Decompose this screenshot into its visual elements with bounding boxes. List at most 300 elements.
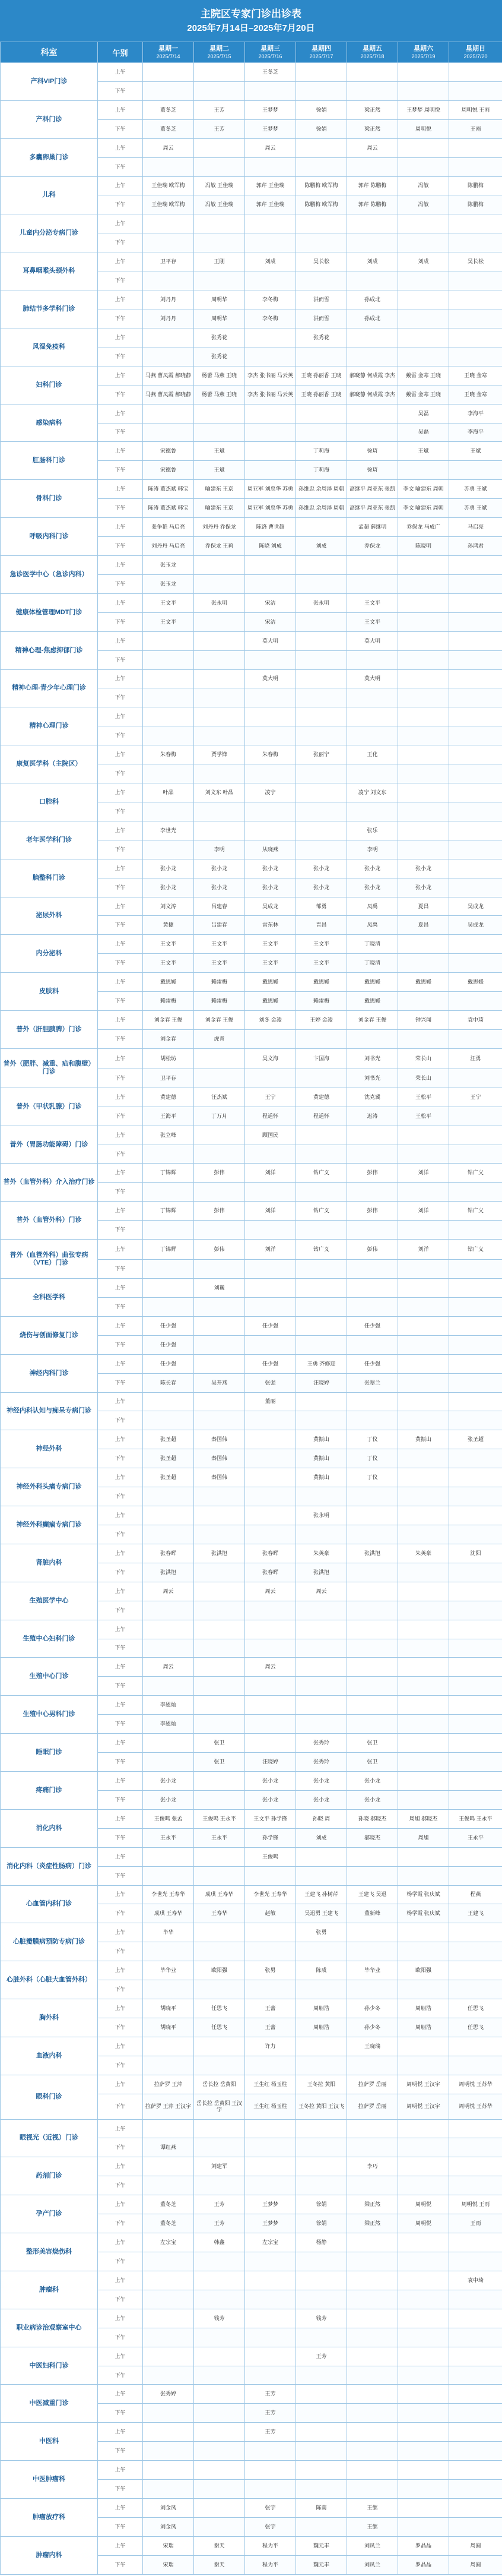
doctor-cell <box>398 593 449 612</box>
department-name: 心血管内科门诊 <box>1 1885 98 1923</box>
doctor-cell <box>245 2138 296 2157</box>
session-label: 下午 <box>98 2214 143 2233</box>
doctor-cell: 孙少冬 <box>347 1999 398 2018</box>
doctor-cell <box>398 233 449 252</box>
doctor-cell <box>143 2309 194 2328</box>
session-label: 下午 <box>98 650 143 669</box>
session-label: 上午 <box>98 2233 143 2252</box>
doctor-cell <box>449 1392 502 1411</box>
doctor-cell: 张永明 <box>194 593 245 612</box>
doctor-cell: 陈涛 董杰斌 韩宝 <box>143 499 194 518</box>
doctor-cell: 李海平 <box>449 404 502 423</box>
doctor-cell <box>296 2442 347 2461</box>
doctor-cell <box>449 1639 502 1658</box>
doctor-cell: 马启亮 <box>449 518 502 537</box>
doctor-cell: 夏昌 <box>398 916 449 935</box>
session-label: 下午 <box>98 2442 143 2461</box>
doctor-cell: 王文平 <box>143 612 194 631</box>
doctor-cell: 岳长拉 岳黄阳 王汉宇 <box>194 2094 245 2119</box>
doctor-cell <box>449 1126 502 1145</box>
session-label: 下午 <box>98 2404 143 2423</box>
table-row <box>1 1088 502 1107</box>
doctor-cell <box>296 1696 347 1715</box>
doctor-cell: 杨蕾 马燕 王晓 <box>194 366 245 385</box>
session-label: 上午 <box>98 1544 143 1563</box>
doctor-cell: 李世光 王寿华 <box>245 1885 296 1904</box>
doctor-cell: 钻广义 <box>296 1202 347 1221</box>
doctor-cell <box>194 1696 245 1715</box>
doctor-cell: 任思飞 <box>449 2018 502 2037</box>
doctor-cell: 任思飞 <box>449 1999 502 2018</box>
session-label: 下午 <box>98 1601 143 1620</box>
doctor-cell: 郝晓静 何成霞 李杰 <box>347 366 398 385</box>
doctor-cell <box>194 688 245 707</box>
session-label: 下午 <box>98 802 143 821</box>
doctor-cell: 吕建春 <box>194 916 245 935</box>
doctor-cell <box>296 631 347 650</box>
doctor-cell <box>449 1411 502 1430</box>
doctor-cell <box>194 1980 245 1999</box>
doctor-cell <box>194 1601 245 1620</box>
doctor-cell: 任少强 <box>347 1316 398 1335</box>
doctor-cell: 张小龙 <box>296 859 347 878</box>
doctor-cell: 岳长拉 岳黄阳 <box>194 2075 245 2094</box>
doctor-cell: 周圆 <box>449 2536 502 2555</box>
department-name: 风湿免疫科 <box>1 328 98 366</box>
doctor-cell <box>398 1126 449 1145</box>
doctor-cell: 魏元丰 <box>296 2555 347 2574</box>
doctor-cell: 周圆 <box>449 2555 502 2574</box>
doctor-cell <box>398 2233 449 2252</box>
doctor-cell: 张永明 <box>296 593 347 612</box>
doctor-cell <box>245 1639 296 1658</box>
session-label: 下午 <box>98 2366 143 2385</box>
doctor-cell: 任少强 <box>143 1335 194 1354</box>
doctor-cell <box>245 347 296 366</box>
doctor-cell <box>449 1297 502 1316</box>
doctor-cell <box>296 2157 347 2176</box>
session-label: 下午 <box>98 764 143 783</box>
table-row <box>1 783 502 802</box>
doctor-cell <box>449 233 502 252</box>
weekday-label: 星期三 <box>260 45 280 52</box>
doctor-cell <box>245 2290 296 2309</box>
doctor-cell <box>245 2271 296 2290</box>
doctor-cell <box>398 2328 449 2347</box>
department-name: 生殖中心妇科门诊 <box>1 1620 98 1658</box>
doctor-cell <box>245 2461 296 2480</box>
doctor-cell: 周云 <box>245 1658 296 1677</box>
doctor-cell <box>449 802 502 821</box>
doctor-cell <box>245 328 296 347</box>
doctor-cell: 毕华业 <box>347 1961 398 1980</box>
session-label: 下午 <box>98 726 143 745</box>
doctor-cell: 虎青 <box>194 1030 245 1049</box>
doctor-cell <box>194 1847 245 1866</box>
doctor-cell <box>194 1525 245 1544</box>
doctor-cell <box>398 1468 449 1487</box>
doctor-cell <box>347 1582 398 1601</box>
doctor-cell: 钻广义 <box>449 1202 502 1221</box>
doctor-cell: 冯敏 王佳瑞 <box>194 195 245 214</box>
doctor-cell <box>398 1677 449 1696</box>
doctor-cell <box>449 992 502 1011</box>
doctor-cell: 王梦梦 <box>245 2214 296 2233</box>
doctor-cell <box>347 1145 398 1164</box>
doctor-cell <box>143 2461 194 2480</box>
doctor-cell <box>143 1221 194 1240</box>
doctor-cell <box>194 2499 245 2518</box>
doctor-cell <box>398 1487 449 1506</box>
table-row <box>1 1734 502 1753</box>
doctor-cell <box>194 138 245 157</box>
doctor-cell <box>194 1771 245 1790</box>
doctor-cell: 李恩灿 <box>143 1715 194 1734</box>
doctor-cell: 从晓燕 <box>245 840 296 859</box>
doctor-cell: 刘书光 <box>347 1048 398 1069</box>
doctor-cell: 彭伟 <box>347 1164 398 1183</box>
session-label: 下午 <box>98 1677 143 1696</box>
doctor-cell: 丁锦辉 <box>143 1202 194 1221</box>
doctor-cell: 王斌 <box>194 442 245 461</box>
department-name: 儿童内分泌专病门诊 <box>1 214 98 252</box>
doctor-cell <box>194 726 245 745</box>
doctor-cell: 张小龙 <box>398 878 449 897</box>
doctor-cell <box>194 233 245 252</box>
session-label: 下午 <box>98 2480 143 2499</box>
session-label: 下午 <box>98 1563 143 1582</box>
doctor-cell <box>194 1582 245 1601</box>
doctor-cell <box>245 2442 296 2461</box>
doctor-cell <box>245 802 296 821</box>
doctor-cell: 张卫 <box>194 1734 245 1753</box>
doctor-cell <box>143 63 194 82</box>
department-name: 眼视光（近视）门诊 <box>1 2119 98 2157</box>
table-row <box>1 480 502 499</box>
doctor-cell: 董冬芝 <box>143 2195 194 2214</box>
date-label: 2025/7/19 <box>411 53 436 59</box>
doctor-cell: 陈成 <box>296 1961 347 1980</box>
doctor-cell <box>449 309 502 328</box>
table-row <box>1 1048 502 1069</box>
table-row <box>1 328 502 347</box>
doctor-cell <box>449 1260 502 1279</box>
doctor-cell: 陈南 <box>296 2499 347 2518</box>
doctor-cell <box>194 1942 245 1961</box>
doctor-cell <box>245 271 296 290</box>
doctor-cell: 丁锦辉 <box>143 1164 194 1183</box>
doctor-cell: 张勇 <box>296 1923 347 1942</box>
table-row <box>1 707 502 726</box>
doctor-cell <box>398 1696 449 1715</box>
session-label: 上午 <box>98 593 143 612</box>
doctor-cell <box>194 669 245 688</box>
doctor-cell: 张小龙 <box>347 878 398 897</box>
doctor-cell <box>143 2404 194 2423</box>
doctor-cell: 卞国海 <box>296 1048 347 1069</box>
department-name: 产科门诊 <box>1 100 98 138</box>
doctor-cell <box>245 1487 296 1506</box>
session-label: 下午 <box>98 840 143 859</box>
session-label: 下午 <box>98 878 143 897</box>
doctor-cell: 周明华 <box>194 309 245 328</box>
doctor-cell: 王斌 <box>449 442 502 461</box>
department-name: 肛肠科门诊 <box>1 442 98 480</box>
doctor-cell <box>296 2271 347 2290</box>
session-label: 上午 <box>98 1240 143 1260</box>
session-label: 下午 <box>98 347 143 366</box>
doctor-cell: 杨学霞 张庆斌 <box>398 1904 449 1923</box>
doctor-cell <box>449 650 502 669</box>
doctor-cell: 冯敏 王佳瑞 <box>194 176 245 195</box>
doctor-cell: 张秀花 <box>296 328 347 347</box>
doctor-cell <box>296 2423 347 2442</box>
schedule-table <box>0 42 502 2575</box>
table-header <box>1 42 502 63</box>
table-row <box>1 2499 502 2518</box>
header-day-4 <box>296 42 347 63</box>
doctor-cell <box>347 1980 398 1999</box>
doctor-cell <box>398 1354 449 1373</box>
doctor-cell <box>194 2119 245 2138</box>
doctor-cell <box>194 2423 245 2442</box>
doctor-cell: 张卫 <box>194 1753 245 1772</box>
doctor-cell <box>347 1525 398 1544</box>
doctor-cell <box>194 2461 245 2480</box>
doctor-cell <box>347 2176 398 2195</box>
doctor-cell: 刘金春 <box>143 1030 194 1049</box>
doctor-cell <box>347 1183 398 1202</box>
session-label: 上午 <box>98 631 143 650</box>
session-label: 下午 <box>98 2094 143 2119</box>
doctor-cell: 张春晖 <box>245 1563 296 1582</box>
doctor-cell: 马燕 曹凤霞 郝晓静 <box>143 366 194 385</box>
session-label: 下午 <box>98 2138 143 2157</box>
doctor-cell: 秦国伟 <box>194 1449 245 1468</box>
doctor-cell <box>398 2461 449 2480</box>
doctor-cell: 张小龙 <box>347 859 398 878</box>
doctor-cell: 李世光 王寿华 <box>143 1885 194 1904</box>
doctor-cell <box>194 1620 245 1639</box>
doctor-cell: 王海平 <box>143 1107 194 1126</box>
doctor-cell: 刘书光 <box>347 1069 398 1088</box>
doctor-cell: 王永平 <box>194 1828 245 1847</box>
doctor-cell <box>245 2480 296 2499</box>
doctor-cell <box>194 764 245 783</box>
table-row <box>1 1468 502 1487</box>
doctor-cell <box>347 404 398 423</box>
doctor-cell <box>194 214 245 233</box>
department-name: 普外（甲状乳腺）门诊 <box>1 1088 98 1126</box>
doctor-cell: 张男 <box>245 1961 296 1980</box>
session-label: 上午 <box>98 1999 143 2018</box>
doctor-cell: 丁仪 <box>347 1449 398 1468</box>
table-row <box>1 2157 502 2176</box>
doctor-cell: 张小龙 <box>245 1790 296 1809</box>
doctor-cell <box>143 802 194 821</box>
doctor-cell <box>143 1639 194 1658</box>
doctor-cell: 王芳 <box>194 2214 245 2233</box>
doctor-cell: 孟超 薛继明 <box>347 518 398 537</box>
doctor-cell: 任少强 <box>143 1354 194 1373</box>
doctor-cell: 凤禹 <box>347 916 398 935</box>
doctor-cell: 周朋浩 <box>296 2018 347 2037</box>
doctor-cell <box>143 1620 194 1639</box>
doctor-cell <box>296 2461 347 2480</box>
doctor-cell <box>143 1753 194 1772</box>
doctor-cell: 张洪旭 <box>347 1544 398 1563</box>
doctor-cell <box>398 1145 449 1164</box>
table-row <box>1 1279 502 1298</box>
doctor-cell <box>143 1525 194 1544</box>
doctor-cell: 张小龙 <box>296 1771 347 1790</box>
doctor-cell: 彭伟 <box>347 1240 398 1260</box>
doctor-cell: 凤禹 <box>347 897 398 916</box>
doctor-cell <box>296 1145 347 1164</box>
session-label: 下午 <box>98 1866 143 1885</box>
doctor-cell: 王松平 <box>398 1088 449 1107</box>
doctor-cell: 戴思媛 <box>347 973 398 992</box>
doctor-cell <box>449 840 502 859</box>
table-row <box>1 1885 502 1904</box>
header-day-1 <box>143 42 194 63</box>
doctor-cell: 罗晶晶 <box>398 2555 449 2574</box>
doctor-cell <box>398 821 449 840</box>
doctor-cell: 孙晓 周 <box>296 1809 347 1828</box>
doctor-cell: 黄振山 <box>296 1430 347 1449</box>
doctor-cell <box>296 1715 347 1734</box>
doctor-cell: 王梦梦 <box>245 100 296 119</box>
doctor-cell <box>194 1316 245 1335</box>
doctor-cell: 李文 喻建东 周朝 <box>398 499 449 518</box>
doctor-cell: 欧阳强 <box>398 1961 449 1980</box>
doctor-cell <box>296 1601 347 1620</box>
session-label: 下午 <box>98 1525 143 1544</box>
department-name: 康复医学科（主院区） <box>1 745 98 783</box>
doctor-cell: 沈阳 <box>449 1544 502 1563</box>
doctor-cell: 李文 喻建东 周朝 <box>398 480 449 499</box>
department-name: 消化内科（炎症性肠病）门诊 <box>1 1847 98 1885</box>
doctor-cell <box>398 1639 449 1658</box>
doctor-cell: 朱春梅 <box>245 745 296 764</box>
session-label: 上午 <box>98 1011 143 1030</box>
doctor-cell: 李冬梅 <box>245 290 296 309</box>
session-label: 下午 <box>98 1753 143 1772</box>
doctor-cell: 戴雷 金寒 王晓 <box>398 366 449 385</box>
doctor-cell <box>245 404 296 423</box>
doctor-cell: 王文平 <box>143 593 194 612</box>
doctor-cell <box>449 1734 502 1753</box>
doctor-cell: 凌宁 <box>245 783 296 802</box>
department-name: 神经外科头痛专病门诊 <box>1 1468 98 1506</box>
doctor-cell: 吴成龙 <box>449 897 502 916</box>
doctor-cell <box>245 1030 296 1049</box>
doctor-cell <box>398 1449 449 1468</box>
doctor-cell <box>398 1392 449 1411</box>
doctor-cell: 周旭 郝晓杰 <box>398 1809 449 1828</box>
date-label: 2025/7/15 <box>207 53 231 59</box>
doctor-cell <box>245 2309 296 2328</box>
doctor-cell <box>398 2404 449 2423</box>
doctor-cell: 朱英豪 <box>296 1544 347 1563</box>
doctor-cell: 周朋浩 <box>398 2018 449 2037</box>
doctor-cell: 刘洋 <box>398 1240 449 1260</box>
doctor-cell <box>347 1696 398 1715</box>
doctor-cell: 张秀玲 <box>296 1734 347 1753</box>
doctor-cell <box>194 1677 245 1696</box>
doctor-cell: 刘文涛 <box>143 897 194 916</box>
doctor-cell <box>398 1221 449 1240</box>
table-row <box>1 745 502 764</box>
doctor-cell <box>245 1525 296 1544</box>
doctor-cell: 周明悦 王汉宇 <box>398 2075 449 2094</box>
doctor-cell: 周云 <box>347 138 398 157</box>
doctor-cell: 董冬芝 <box>143 119 194 138</box>
doctor-cell: 李世光 <box>143 821 194 840</box>
doctor-cell: 王生红 杨玉柱 <box>245 2075 296 2094</box>
doctor-cell: 洪而雪 <box>296 309 347 328</box>
doctor-cell: 李明 <box>347 840 398 859</box>
table-row <box>1 973 502 992</box>
doctor-cell: 王建飞 孙树芹 <box>296 1885 347 1904</box>
doctor-cell <box>347 1126 398 1145</box>
session-label: 上午 <box>98 783 143 802</box>
table-row <box>1 2233 502 2252</box>
table-row <box>1 859 502 878</box>
doctor-cell: 吴长松 <box>449 252 502 271</box>
doctor-cell <box>296 1260 347 1279</box>
doctor-cell <box>398 1734 449 1753</box>
weekday-label: 星期五 <box>363 45 382 52</box>
doctor-cell: 张小龙 <box>245 1771 296 1790</box>
doctor-cell: 王芳 <box>194 119 245 138</box>
doctor-cell <box>347 233 398 252</box>
session-label: 上午 <box>98 442 143 461</box>
doctor-cell: 郭芹 陈鹏梅 <box>347 195 398 214</box>
doctor-cell: 谢天 <box>194 2555 245 2574</box>
doctor-cell <box>398 1316 449 1335</box>
session-label: 下午 <box>98 119 143 138</box>
session-label: 下午 <box>98 1221 143 1240</box>
doctor-cell: 喻建东 王京 <box>194 499 245 518</box>
doctor-cell: 陈晓明 <box>398 537 449 556</box>
doctor-cell <box>449 1923 502 1942</box>
doctor-cell <box>449 63 502 82</box>
doctor-cell: 毕华 <box>143 1923 194 1942</box>
doctor-cell <box>296 2056 347 2075</box>
department-name: 全科医学科 <box>1 1279 98 1317</box>
doctor-cell: 宋瑞 <box>143 2555 194 2574</box>
table-row <box>1 366 502 385</box>
doctor-cell: 吴磊 <box>398 404 449 423</box>
doctor-cell <box>194 631 245 650</box>
doctor-cell <box>245 1449 296 1468</box>
department-name: 神经内科认知与痴呆专病门诊 <box>1 1392 98 1430</box>
doctor-cell <box>449 954 502 973</box>
table-row <box>1 1430 502 1449</box>
doctor-cell <box>449 1316 502 1335</box>
doctor-cell <box>449 2385 502 2404</box>
department-name: 老年医学科门诊 <box>1 821 98 859</box>
table-row <box>1 1240 502 1260</box>
doctor-cell: 叶晶 <box>143 783 194 802</box>
session-label: 上午 <box>98 1354 143 1373</box>
department-name: 消化内科 <box>1 1809 98 1847</box>
table-row <box>1 1316 502 1335</box>
doctor-cell <box>245 1468 296 1487</box>
doctor-cell <box>347 2290 398 2309</box>
doctor-cell <box>347 2309 398 2328</box>
